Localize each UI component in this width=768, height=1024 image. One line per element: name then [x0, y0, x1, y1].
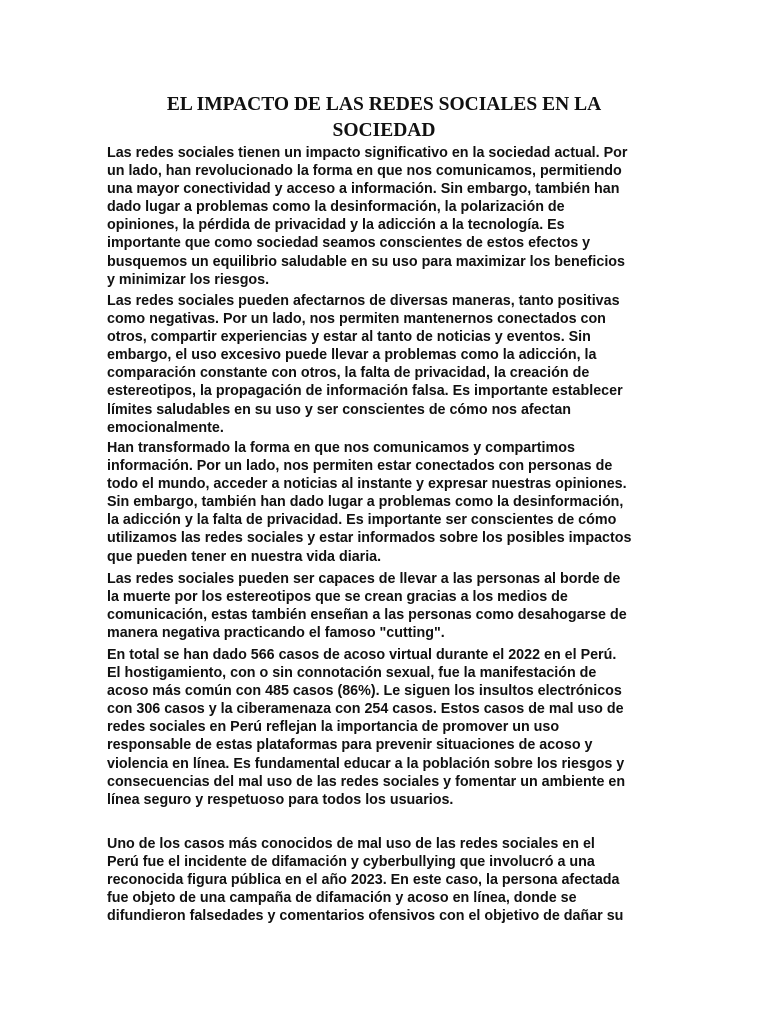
- text-line: que pueden tener en nuestra vida diaria.: [107, 548, 382, 565]
- text-line: difundieron falsedades y comentarios ofensivos con el objetivo de dañar su: [107, 908, 624, 925]
- paragraph-statistics: [107, 646, 667, 809]
- text-line: opiniones, la pérdida de privacidad y la adicción a la tecnología. Es: [107, 217, 565, 234]
- title-line: SOCIEDAD: [332, 120, 436, 141]
- text-line: la muerte por los estereotipos que se crean gracias a los medios de: [107, 589, 568, 606]
- document-title: [107, 92, 661, 144]
- text-line: embargo, el uso excesivo puede llevar a problemas como la adicción, la: [107, 347, 597, 364]
- text-line: comparación constante con otros, la falta de privacidad, la creación de: [107, 365, 590, 382]
- text-line: con 306 casos y la ciberamenaza con 254 casos. Estos casos de mal uso de: [107, 701, 624, 718]
- text-line: fue objeto de una campaña de difamación y acoso en línea, donde se: [107, 890, 577, 907]
- text-line: utilizamos las redes sociales y estar informados sobre los posibles impactos: [107, 530, 632, 547]
- text-line: manera negativa practicando el famoso "cutting".: [107, 625, 445, 642]
- text-line: Sin embargo, también han dado lugar a problemas como la desinformación,: [107, 494, 624, 511]
- text-line: un lado, han revolucionado la forma en que nos comunicamos, permitiendo: [107, 163, 622, 180]
- text-line: importante que como sociedad seamos conscientes de estos efectos y: [107, 235, 591, 252]
- text-line: reconocida figura pública en el año 2023. En este caso, la persona afectada: [107, 872, 620, 889]
- text-line: Perú fue el incidente de difamación y cyberbullying que involucró a una: [107, 854, 595, 871]
- paragraph-intro: [107, 144, 667, 289]
- text-line: comunicación, estas también enseñan a las personas como desahogarse de: [107, 607, 627, 624]
- text-line: El hostigamiento, con o sin connotación sexual, fue la manifestación de: [107, 665, 597, 682]
- text-line: todo el mundo, acceder a noticias al instante y expresar nuestras opiniones.: [107, 476, 627, 493]
- text-line: dado lugar a problemas como la desinformación, la polarización de: [107, 199, 565, 216]
- text-line: información. Por un lado, nos permiten estar conectados con personas de: [107, 458, 613, 475]
- text-line: Las redes sociales pueden afectarnos de diversas maneras, tanto positivas: [107, 293, 620, 309]
- text-line: y minimizar los riesgos.: [107, 271, 270, 288]
- text-line: la adicción y la falta de privacidad. Es importante ser conscientes de cómo: [107, 512, 617, 529]
- text-line: emocionalmente.: [107, 419, 224, 436]
- text-line: violencia en línea. Es fundamental educar a la población sobre los riesgos y: [107, 755, 625, 772]
- text-line: redes sociales en Perú reflejan la importancia de promover un uso: [107, 719, 560, 736]
- text-line: línea seguro y respetuoso para todos los usuarios.: [107, 791, 454, 808]
- text-line: como negativas. Por un lado, nos permiten mantenernos conectados con: [107, 311, 606, 328]
- paragraph-communication: [107, 439, 667, 566]
- paragraph-stereotypes: [107, 570, 667, 642]
- paragraph-case-study: [107, 835, 667, 925]
- text-line: busquemos un equilibrio saludable en su uso para maximizar los beneficios: [107, 253, 625, 270]
- text-line: consecuencias del mal uso de las redes sociales y fomentar un ambiente en: [107, 773, 626, 790]
- text-line: límites saludables en su uso y ser conscientes de cómo nos afectan: [107, 401, 572, 418]
- text-line: Uno de los casos más conocidos de mal uso de las redes sociales en el: [107, 836, 595, 852]
- title-line: EL IMPACTO DE LAS REDES SOCIALES EN LA: [166, 94, 602, 115]
- text-line: responsable de estas plataformas para prevenir situaciones de acoso y: [107, 737, 593, 754]
- text-line: Las redes sociales tienen un impacto significativo en la sociedad actual. Por: [107, 145, 628, 161]
- text-line: acoso más común con 485 casos (86%). Le siguen los insultos electrónicos: [107, 683, 622, 700]
- paragraph-effects: [107, 292, 667, 437]
- text-line: Las redes sociales pueden ser capaces de llevar a las personas al borde de: [107, 571, 621, 587]
- text-line: otros, compartir experiencias y estar al tanto de noticias y eventos. Sin: [107, 329, 591, 346]
- text-line: una mayor conectividad y acceso a información. Sin embargo, también han: [107, 181, 620, 198]
- text-line: Han transformado la forma en que nos comunicamos y compartimos: [107, 440, 575, 456]
- text-line: En total se han dado 566 casos de acoso virtual durante el 2022 en el Perú.: [107, 647, 617, 663]
- text-line: estereotipos, la propagación de información falsa. Es importante establecer: [107, 383, 623, 400]
